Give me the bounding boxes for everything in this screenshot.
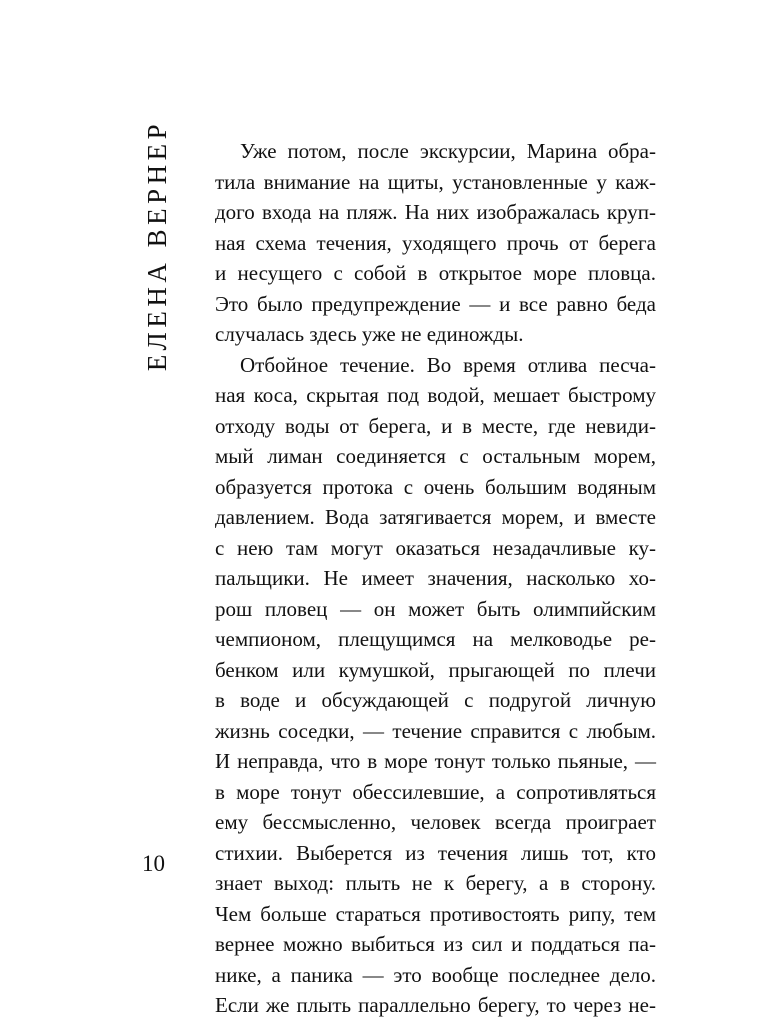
text-line: в воде и обсуждающей с подругой личную [215,688,656,712]
running-head-author [138,119,178,372]
text-line: вернее можно выбиться из сил и поддаться па- [215,932,656,956]
author-name: ЕЛЕНА ВЕРНЕР [142,119,173,372]
text-line: жизнь соседки, — течение справится с любым. [215,718,656,743]
text-line: Чем больше стараться противостоять рипу, тем [215,901,656,926]
text-line: Если же плыть параллельно берегу, то через не- [215,993,656,1017]
text-line: образуется протока с очень большим водяным [215,474,656,499]
text-line: давлением. Вода затягивается морем, и вместе [215,505,656,529]
text-line: Это было предупреждение — и все равно беда [215,291,656,316]
text-line: пальщики. Не имеет значения, насколько хо- [215,566,656,590]
text-line: Уже потом, после экскурсии, Марина обра- [240,139,656,163]
paragraph-1 [215,136,656,350]
text-line: стихии. Выберется из течения лишь тот, кто [215,840,656,865]
page-number: 10 [142,851,165,876]
paragraph-2 [215,350,656,1021]
text-line: и несущего с собой в открытое море пловца. [215,261,656,285]
body-text [215,136,656,1021]
text-line: в море тонут обессилевшие, а сопротивляться [215,779,656,804]
text-line: рош пловец — он может быть олимпийским [215,596,656,621]
text-line: ная схема течения, уходящего прочь от берега [215,230,656,255]
text-line: случалась здесь уже не единожды. [215,322,524,346]
text-line: тила внимание на щиты, установленные у каж- [215,169,656,194]
text-line: чемпионом, плещущимся на мелководье ре- [215,627,656,651]
text-line: мый лиман соединяется с остальным морем, [215,444,656,468]
text-line: ему бессмысленно, человек всегда проиграет [215,810,656,834]
text-line: И неправда, что в море тонут только пьяные, — [215,749,656,773]
text-line: бенком или кумушкой, прыгающей по плечи [215,657,656,682]
text-line: отходу воды от берега, и в месте, где невиди- [215,413,656,438]
text-line: Отбойное течение. Во время отлива песча- [240,352,656,377]
text-line: знает выход: плыть не к берегу, а в сторону. [215,871,656,895]
text-line: нике, а паника — это вообще последнее дело. [215,962,656,987]
text-line: с нею там могут оказаться незадачливые ку- [215,535,656,560]
text-line: дого входа на пляж. На них изображалась круп- [215,200,656,224]
text-line: ная коса, скрытая под водой, мешает быстрому [215,383,656,407]
